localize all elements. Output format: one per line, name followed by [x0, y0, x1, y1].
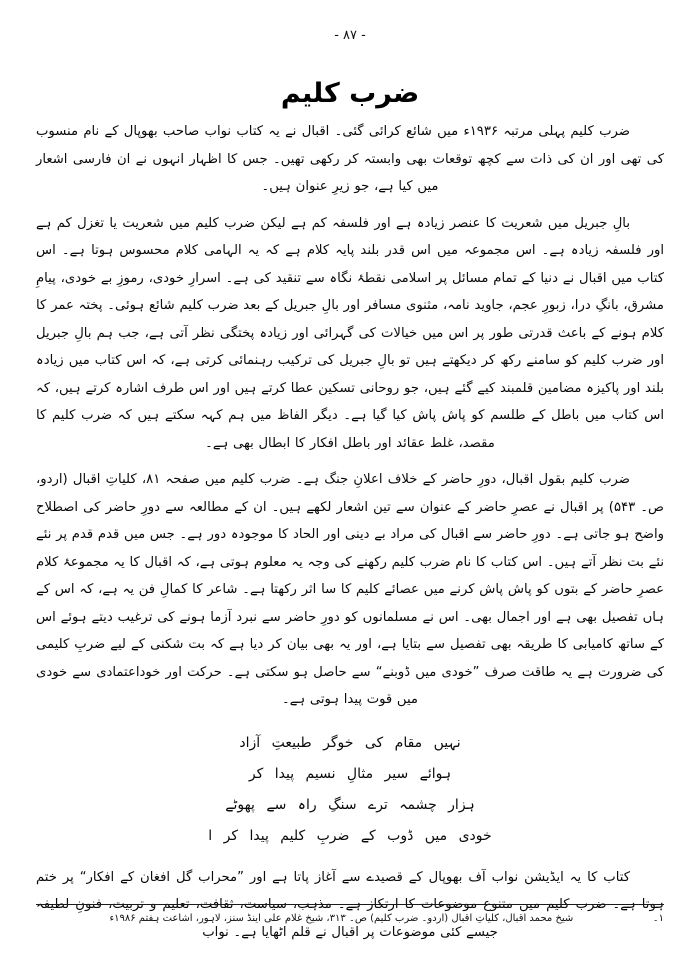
verse-line-2: ہوائے سیر مثالِ نسیم پیدا کر [248, 765, 452, 782]
page-title: ضرب کلیم [280, 78, 420, 110]
verse-line-3: ہزار چشمہ ترے سنگِ راہ سے پھوٹے [225, 796, 475, 813]
paragraph-2: بالِ جبریل میں شعریت کا عنصر زیادہ ہے اور فلسفہ کم ہے لیکن ضرب کلیم میں شعریت یا تغزل کم ہے اور فلسفہ زیادہ ہے۔ اس مجموعہ میں اس قدر بلند پایہ کلام ہے کہ یہ الہامی کلام محسوس ہوتا ہے۔ اس کتاب میں اقبال نے دنیا کے تمام مسائل پر اسلامی نقطۂ نگاہ سے تنقید کی ہے۔ اسرارِ خودی، رموزِ بے خودی، پیامِ مشرق، بانگِ درا، زبورِ عجم، جاوید نامہ، مثنوی مسافر اور بالِ جبریل کے بعد ضرب کلیم شائع ہوئی۔ پختہ عمر کا کلام ہونے کے باعث قدرتی طور پر اس میں خیالات کی گہرائی اور زیادہ پختگی نظر آتی ہے، جب ہم بالِ جبریل اور ضرب کلیم کو سامنے رکھ کر دیکھتے ہیں تو بالِ جبریل کی ترکیب رہنمائی کرتی ہے، کہ اس کتاب میں زیادہ بلند اور پاکیزہ مضامین قلمبند کیے گئے ہیں، جو روحانی تسکین عطا کرتے ہیں اور اس طرف اشارہ کرتے ہیں، کہ اس کتاب میں باطل کے طلسم کو پاش پاش کیا گیا ہے۔ دیگر الفاظ میں ہم کہہ سکتے ہیں کہ ضرب کلیم کا مقصد، غلط عقائد اور باطل افکار کا ابطال بھی ہے۔ [36, 215, 664, 451]
footnote-row [36, 911, 664, 927]
paragraph-1: ضرب کلیم پہلی مرتبہ ۱۹۳۶ء میں شائع کرائی گئی۔ اقبال نے یہ کتاب نواب صاحب بھوپال کے نام منسوب کی تھی اور ان کی ذات سے کچھ توقعات بھی وابستہ کر رکھی تھیں۔ جس کا اظہار انہوں نے ان فارسی اشعار میں کیا ہے، جو زیرِ عنوان ہیں۔ [36, 124, 664, 194]
verse-block [36, 728, 664, 852]
body-text-area [36, 118, 664, 955]
paragraph-3: ضرب کلیم بقول اقبال، دورِ حاضر کے خلاف اعلانِ جنگ ہے۔ ضرب کلیم میں صفحہ ۸۱، کلیاتِ اقبال (اردو، ص۔ ۵۴۳) پر اقبال نے عصرِ حاضر کے عنوان سے تین اشعار لکھے ہیں۔ ان کے مطالعہ سے دورِ حاضر کی اصطلاح واضح ہو جاتی ہے۔ دورِ حاضر سے اقبال کی مراد بے دینی اور الحاد کا موجودہ دور ہے۔ جس میں قدم قدم پر نئے نئے بت نظر آتے ہیں۔ اس کتاب کا نام ضرب کلیم رکھنے کی وجہ یہ معلوم ہوتی ہے، کہ اقبال کا یہ مجموعۂ کلام عصرِ حاضر کے بتوں کو پاش پاش کرنے میں عصائے کلیم کا سا اثر رکھتا ہے۔ شاعر کا کمالِ فن یہ ہے، کہ اس کے ہاں تفصیل بھی ہے اور اجمال بھی۔ اس نے مسلمانوں کو دورِ حاضر سے نبرد آزما ہونے کی ترغیب دیتے ہوئے اس کے ساتھ کامیابی کا طریقہ بھی تفصیل سے بتایا ہے، اور یہ بھی بیان کر دیا ہے کہ بت شکنی کے لیے ضربِ کلیمی کی ضرورت ہے یہ طاقت صرف ”خودی میں ڈوبنے“ سے حاصل ہو سکتی ہے۔ حرکت اور خوداعتمادی سے خودی میں قوت پیدا ہوتی ہے۔ [36, 472, 664, 707]
footnote-text: شیخ محمد اقبال، کلیاتِ اقبال (اردو۔ ضرب کلیم) ص۔ ۳۱۳، شیخ غلام علی اینڈ سنز، لاہور، اشاعت ہفتم ۱۹۸۶ء [109, 913, 574, 924]
paragraph-closing: کتاب کا یہ ایڈیشن نواب آف بھوپال کے قصیدے سے آغاز پاتا ہے اور ”محراب گل افغان کے افکار“ پر ختم ہوتا ہے۔ ضرب کلیم میں متنوع موضوعات کا ارتکاز ہے۔ مذہب، سیاست، ثقافت، تعلیم و تربیت، فنونِ لطیفہ جیسے کئی موضوعات پر اقبال نے قلم اٹھایا ہے۔ نواب [36, 869, 664, 940]
footnote-marker: ۱۔ [652, 913, 664, 924]
verse-line-4: خودی میں ڈوب کے ضربِ کلیم پیدا کر ا [208, 827, 492, 844]
page-number: - ۸۷ - [334, 28, 366, 43]
verse-line-1: نہیں مقام کی خوگر طبیعتِ آزاد [239, 734, 461, 751]
footnote-separator-rule [36, 904, 664, 905]
footnote-zone [36, 904, 664, 927]
